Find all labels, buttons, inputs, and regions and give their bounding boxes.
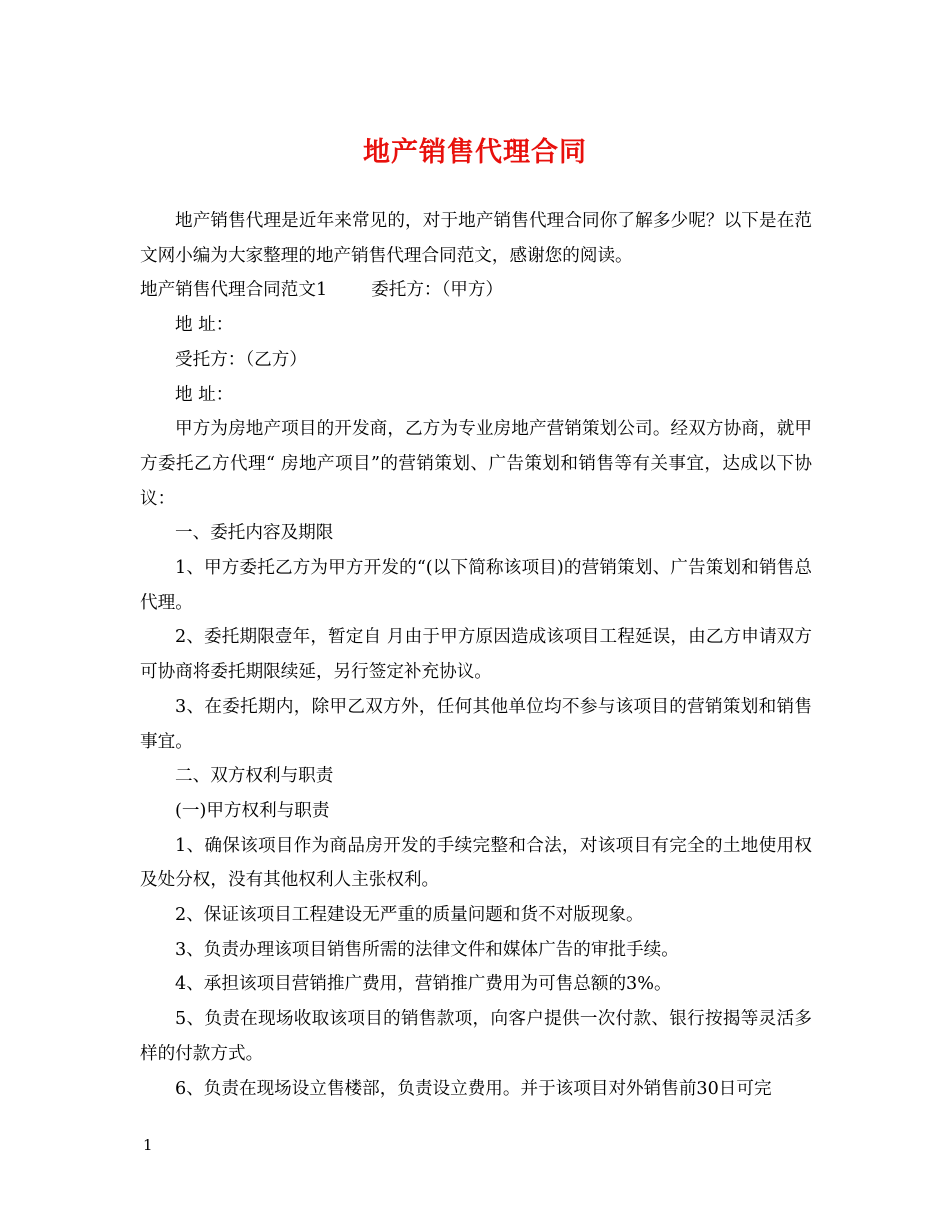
paragraph: 2、委托期限壹年，暂定自 月由于甲方原因造成该项目工程延误，由乙方申请双方可协商将委托期限续延，另行签定补充协议。 [140, 627, 812, 683]
paragraph-text: 地产销售代理合同范文1 [140, 280, 328, 301]
paragraph: 5、负责在现场收取该项目的销售款项，向客户提供一次付款、银行按揭等灵活多样的付款方式。 [140, 1009, 812, 1064]
paragraph: 4、承担该项目营销推广费用，营销推广费用为可售总额的3%。 [175, 974, 672, 995]
paragraph-tail: 委托方：（甲方） [371, 280, 504, 301]
section-heading: 二、双方权利与职责 [175, 766, 334, 787]
paragraph: 地 址： [175, 315, 234, 336]
paragraph: 甲方为房地产项目的开发商，乙方为专业房地产营销策划公司。经双方协商，就甲方委托乙方代理“ 房地产项目”的营销策划、广告策划和销售等有关事宜，达成以下协议： [140, 419, 812, 509]
paragraph: 受托方：（乙方） [175, 349, 307, 370]
section-heading: 一、委托内容及期限 [175, 523, 334, 544]
page-number: 1 [143, 1136, 153, 1154]
paragraph: 6、负责在现场设立售楼部，负责设立费用。并于该项目对外销售前30日可完 [175, 1078, 772, 1099]
paragraph: 1、甲方委托乙方为甲方开发的“(以下简称该项目)的营销策划、广告策划和销售总代理。 [140, 558, 812, 613]
paragraph: 3、在委托期内，除甲乙双方外，任何其他单位均不参与该项目的营销策划和销售事宜。 [140, 696, 812, 752]
paragraph: 地产销售代理是近年来常见的，对于地产销售代理合同你了解多少呢？以下是在范文网小编为大家整理的地产销售代理合同范文，感谢您的阅读。 [140, 211, 812, 266]
paragraph: 3、负责办理该项目销售所需的法律文件和媒体广告的审批手续。 [175, 939, 679, 960]
subsection-heading: (一)甲方权利与职责 [175, 800, 330, 821]
paragraph: 2、保证该项目工程建设无严重的质量问题和货不对版现象。 [175, 905, 644, 926]
paragraph [140, 273, 812, 308]
paragraph: 地 址： [175, 384, 234, 405]
paragraph: 1、确保该项目作为商品房开发的手续完整和合法，对该项目有完全的土地使用权及处分权，没有其他权利人主张权利。 [140, 835, 812, 891]
document-title: 地产销售代理合同 [363, 137, 587, 168]
document-body [140, 204, 812, 1106]
